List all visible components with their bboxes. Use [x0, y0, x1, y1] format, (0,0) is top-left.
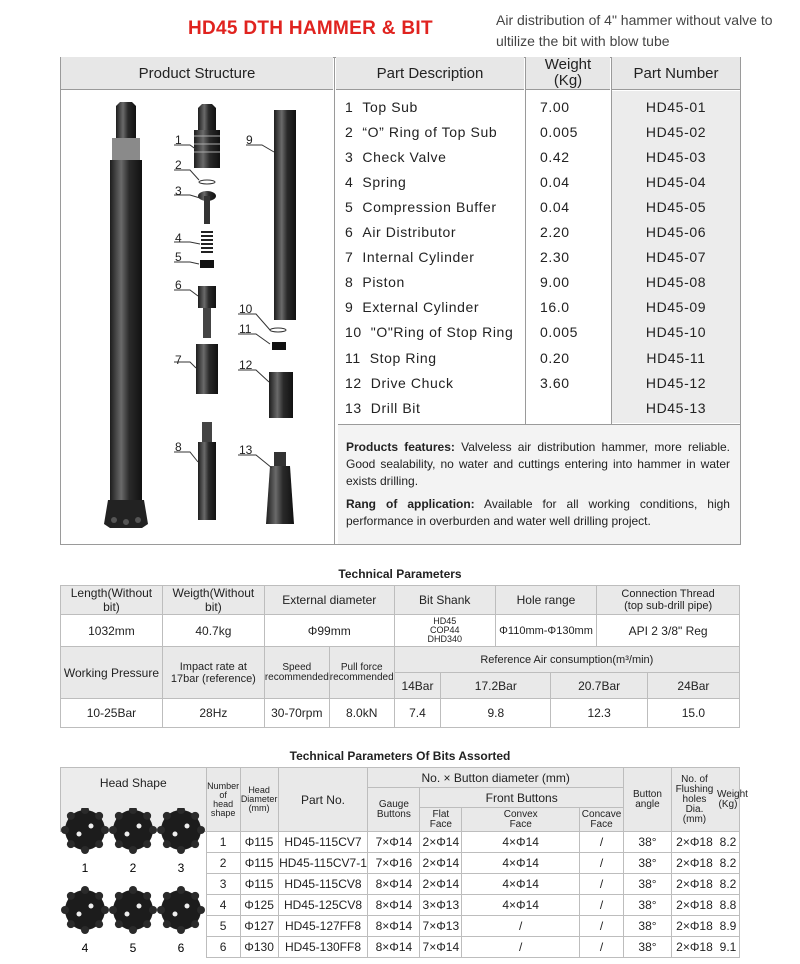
shape-label: 2 — [129, 861, 137, 875]
th-pull-force: Pull force recommended — [329, 647, 394, 699]
assembled-hammer-icon — [104, 102, 148, 528]
bit-flat: 3×Φ13 — [420, 895, 462, 916]
bits-title: Technical Parameters Of Bits Assorted — [289, 749, 511, 763]
bit-gauge: 7×Φ16 — [368, 853, 420, 874]
bit-flat: 2×Φ14 — [420, 874, 462, 895]
bit-concave: / — [580, 937, 624, 958]
val-air-14bar: 7.4 — [394, 699, 441, 728]
bit-concave: / — [580, 832, 624, 853]
callout-label: 10 — [239, 302, 253, 316]
tech-params-table — [60, 585, 740, 728]
bit-flushing: 2×Φ18 — [676, 835, 713, 849]
bit-angle: 38° — [624, 853, 672, 874]
callout-label: 6 — [175, 278, 182, 292]
val-working-pressure: 10-25Bar — [61, 699, 163, 728]
th-head-shape: Head Shape — [61, 768, 207, 832]
th-air-14bar: 14Bar — [394, 673, 441, 699]
part-description: 8 Piston — [345, 274, 405, 291]
bit-weight: 8.2 — [719, 877, 737, 891]
val-air-17bar: 9.8 — [441, 699, 551, 728]
bit-weight: 8.2 — [719, 835, 737, 849]
part-weight: 0.04 — [540, 173, 570, 190]
features-panel — [338, 424, 740, 544]
bit-head-icon — [157, 886, 205, 955]
th-button-diameter: No. × Button diameter (mm) — [368, 768, 624, 788]
th-weight: Weigth(Without bit) — [162, 586, 264, 615]
callout-label: 4 — [175, 231, 182, 245]
th-length: Length(Without bit) — [61, 586, 163, 615]
bit-head-icon — [109, 886, 157, 955]
bit-convex: / — [462, 937, 580, 958]
shape-label: 5 — [129, 941, 137, 955]
bit-flushing: 2×Φ18 — [676, 898, 713, 912]
shape-label: 6 — [177, 941, 185, 955]
bit-angle: 38° — [624, 874, 672, 895]
part-number: HD45-07 — [645, 249, 707, 266]
bit-head-icon — [157, 808, 205, 875]
part-number: HD45-05 — [645, 198, 707, 215]
bit-convex: 4×Φ14 — [462, 874, 580, 895]
part-weight: 0.42 — [540, 148, 570, 165]
th-concave-face: Concave Face — [580, 808, 624, 832]
part-description: 12 Drive Chuck — [345, 374, 454, 391]
part-weight: 9.00 — [540, 274, 570, 291]
part-weight: 2.20 — [540, 224, 570, 240]
th-head-diameter: Head Diameter (mm) — [240, 768, 278, 832]
val-bit-shank: HD45 COP44 DHD340 — [394, 615, 495, 647]
bit-pn: HD45-125CV8 — [278, 895, 368, 916]
val-connection-thread: API 2 3/8" Reg — [597, 615, 740, 647]
val-length: 1032mm — [61, 615, 163, 647]
callout-label: 1 — [175, 133, 182, 147]
callout-label: 7 — [175, 353, 182, 367]
th-button-angle: Button angle — [624, 768, 672, 832]
th-impact-rate: Impact rate at 17bar (reference) — [162, 647, 264, 699]
bit-gauge: 8×Φ14 — [368, 916, 420, 937]
header-weight: Weight (Kg) — [526, 57, 610, 90]
val-external-diameter: Φ99mm — [264, 615, 394, 647]
bit-dia: Φ130 — [240, 937, 278, 958]
bit-weight: 8.9 — [719, 919, 737, 933]
part-row — [336, 370, 740, 395]
part-description: 7 Internal Cylinder — [345, 249, 475, 266]
bit-pn: HD45-115CV8 — [278, 874, 368, 895]
th-bit-shank: Bit Shank — [394, 586, 495, 615]
callout-label: 2 — [175, 158, 182, 172]
bit-angle: 38° — [624, 937, 672, 958]
bit-n: 6 — [206, 937, 240, 958]
part-row — [336, 194, 740, 219]
bit-pn: HD45-130FF8 — [278, 937, 368, 958]
bit-gauge: 8×Φ14 — [368, 874, 420, 895]
callout-label: 8 — [175, 440, 182, 454]
bit-dia: Φ115 — [240, 874, 278, 895]
header-part-number: Part Number — [612, 57, 740, 90]
part-row — [336, 295, 740, 320]
th-flat-face: Flat Face — [420, 808, 462, 832]
bit-concave: / — [580, 895, 624, 916]
part-number: HD45-02 — [645, 123, 707, 140]
th-front-buttons: Front Buttons — [420, 788, 624, 808]
bit-n: 1 — [206, 832, 240, 853]
val-pull-force: 8.0kN — [329, 699, 394, 728]
part-description: 13 Drill Bit — [345, 399, 421, 416]
part-weight: 0.20 — [540, 349, 570, 366]
th-air-consumption: Reference Air consumption(m³/min) — [394, 647, 739, 673]
val-impact-rate: 28Hz — [162, 699, 264, 728]
part-number: HD45-12 — [645, 374, 707, 391]
features-text: Valveless air distribution hammer, more reliable. Good sealability, no water and cuttings entering into hammer in water exists drilling. — [346, 440, 730, 488]
part-row — [336, 119, 740, 144]
bit-flushing: 2×Φ18 — [676, 919, 713, 933]
part-number: HD45-10 — [645, 324, 707, 341]
hammer-structure-drawing — [62, 92, 333, 542]
val-speed: 30-70rpm — [264, 699, 329, 728]
application-label: Rang of application: — [346, 497, 475, 511]
features-label: Products features: — [346, 440, 455, 454]
bit-gauge: 7×Φ14 — [368, 832, 420, 853]
bit-angle: 38° — [624, 832, 672, 853]
th-hole-range: Hole range — [495, 586, 596, 615]
bit-gauge: 8×Φ14 — [368, 895, 420, 916]
bit-flushing: 2×Φ18 — [676, 856, 713, 870]
bit-pn: HD45-115CV7 — [278, 832, 368, 853]
part-weight: 16.0 — [540, 299, 570, 316]
part-number: HD45-11 — [646, 349, 706, 366]
bit-convex: 4×Φ14 — [462, 853, 580, 874]
callout-label: 9 — [246, 133, 253, 147]
th-air-24bar: 24Bar — [647, 673, 739, 699]
bit-convex: / — [462, 916, 580, 937]
part-number: HD45-01 — [645, 98, 707, 115]
page-subtitle: Air distribution of 4" hammer without valve to ultilize the bit with blow tube — [496, 12, 773, 49]
bit-flat: 7×Φ13 — [420, 916, 462, 937]
part-weight: 7.00 — [540, 98, 570, 115]
bit-convex: 4×Φ14 — [462, 832, 580, 853]
bit-weight: 9.1 — [719, 940, 737, 954]
bit-head-icon — [61, 808, 109, 875]
bit-dia: Φ115 — [240, 853, 278, 874]
bit-n: 5 — [206, 916, 240, 937]
part-row — [336, 270, 740, 295]
part-number: HD45-08 — [645, 274, 707, 291]
th-connection-thread: Connection Thread (top sub-drill pipe) — [597, 586, 740, 615]
val-air-24bar: 15.0 — [647, 699, 739, 728]
callout-label: 11 — [239, 322, 252, 336]
part-description: 2 “O” Ring of Top Sub — [345, 123, 498, 140]
shape-label: 1 — [81, 861, 89, 875]
tech-params-title: Technical Parameters — [338, 567, 462, 581]
part-description: 3 Check Valve — [345, 148, 447, 165]
shape-label: 3 — [177, 861, 185, 875]
application-text: Available for all working conditions, high performance in overburden and water well drilling project. — [346, 497, 730, 528]
shape-label: 4 — [81, 941, 89, 955]
bit-gauge: 8×Φ14 — [368, 937, 420, 958]
th-speed: Speed recommended — [264, 647, 329, 699]
part-description: 9 External Cylinder — [345, 299, 480, 316]
part-number: HD45-13 — [645, 399, 707, 416]
divider — [334, 57, 335, 545]
part-description: 10 "O"Ring of Stop Ring — [345, 324, 514, 341]
th-part-no: Part No. — [278, 768, 368, 832]
part-weight: 0.04 — [540, 198, 570, 215]
th-air-17bar: 17.2Bar — [441, 673, 551, 699]
th-air-20bar: 20.7Bar — [551, 673, 647, 699]
bit-flat: 2×Φ14 — [420, 832, 462, 853]
bit-flushing: 2×Φ18 — [676, 940, 713, 954]
bit-weight: 8.2 — [719, 856, 737, 870]
callout-label: 12 — [239, 358, 253, 372]
part-description: 11 Stop Ring — [345, 349, 437, 366]
header-product-structure: Product Structure — [61, 57, 333, 90]
bit-n: 2 — [206, 853, 240, 874]
part-row — [336, 144, 740, 169]
val-hole-range: Φ110mm-Φ130mm — [495, 615, 596, 647]
part-weight: 0.005 — [540, 123, 579, 140]
th-weight: Weight (Kg) — [717, 788, 748, 810]
part-description: 5 Compression Buffer — [345, 198, 497, 215]
bit-convex: 4×Φ14 — [462, 895, 580, 916]
bit-dia: Φ115 — [240, 832, 278, 853]
bit-head-icon — [109, 808, 157, 875]
th-convex-face: Convex Face — [462, 808, 580, 832]
part-weight: 2.30 — [540, 249, 570, 266]
part-row — [336, 395, 740, 420]
part-row — [336, 220, 740, 245]
part-number: HD45-03 — [645, 148, 707, 165]
page-title: HD45 DTH HAMMER & BIT — [188, 18, 433, 39]
bit-weight: 8.8 — [719, 898, 737, 912]
bit-dia: Φ127 — [240, 916, 278, 937]
part-row — [336, 245, 740, 270]
bit-concave: / — [580, 853, 624, 874]
th-num-shape: Number of head shape — [206, 768, 240, 832]
th-flushing-holes: No. of Flushing holes Dia. (mm) — [675, 773, 714, 825]
bit-angle: 38° — [624, 895, 672, 916]
part-number: HD45-09 — [645, 299, 707, 316]
bit-flat: 2×Φ14 — [420, 853, 462, 874]
part-row — [336, 345, 740, 370]
part-row — [336, 320, 740, 345]
header-part-description: Part Description — [336, 57, 524, 90]
bit-head-icon — [61, 886, 109, 955]
part-description: 1 Top Sub — [345, 98, 418, 115]
bit-angle: 38° — [624, 916, 672, 937]
bit-pn: HD45-127FF8 — [278, 916, 368, 937]
th-working-pressure: Working Pressure — [61, 647, 163, 699]
part-weight: 0.005 — [540, 324, 579, 341]
part-row — [336, 94, 740, 119]
th-gauge-buttons: Gauge Buttons — [368, 788, 420, 832]
part-number: HD45-06 — [645, 224, 707, 240]
part-description: 6 Air Distributor — [345, 224, 457, 240]
bit-dia: Φ125 — [240, 895, 278, 916]
callout-label: 5 — [175, 250, 182, 264]
callout-label: 13 — [239, 443, 253, 457]
part-number: HD45-04 — [645, 173, 707, 190]
bit-n: 3 — [206, 874, 240, 895]
part-description: 4 Spring — [345, 173, 407, 190]
part-row — [336, 169, 740, 194]
head-shapes-drawing — [61, 808, 205, 960]
bit-concave: / — [580, 874, 624, 895]
part-weight: 3.60 — [540, 374, 570, 391]
bit-pn: HD45-115CV7-1 — [278, 853, 368, 874]
callout-label: 3 — [175, 184, 182, 198]
val-air-20bar: 12.3 — [551, 699, 647, 728]
val-weight: 40.7kg — [162, 615, 264, 647]
th-external-diameter: External diameter — [264, 586, 394, 615]
bit-flushing: 2×Φ18 — [676, 877, 713, 891]
bit-concave: / — [580, 916, 624, 937]
bit-flat: 7×Φ14 — [420, 937, 462, 958]
bit-n: 4 — [206, 895, 240, 916]
